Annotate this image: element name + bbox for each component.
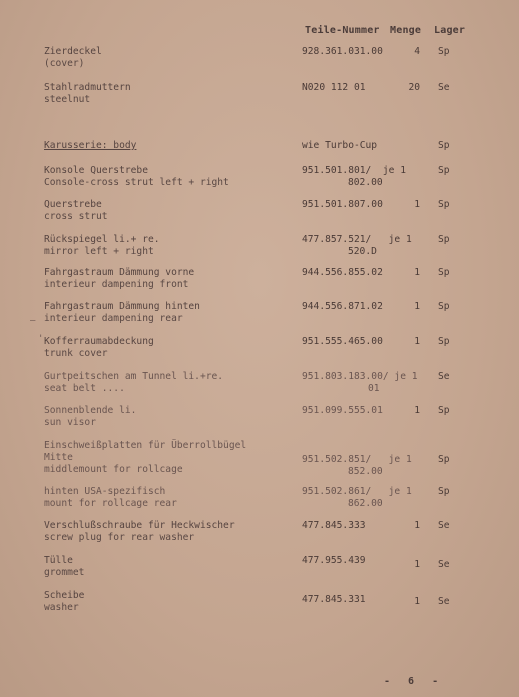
item-description: hinten USA-spezifisch xyxy=(44,486,166,497)
item-description: Zierdeckel xyxy=(44,46,102,57)
item-translation: mount for rollcage rear xyxy=(44,498,177,509)
item-stock: Sp xyxy=(438,140,450,151)
item-stock: Sp xyxy=(438,454,450,465)
item-quantity: 1 xyxy=(414,596,420,607)
item-part-number: N020 112 01 xyxy=(302,82,366,93)
item-stock: Se xyxy=(438,82,450,93)
item-quantity: 20 xyxy=(408,82,420,93)
item-quantity: 1 xyxy=(414,301,420,312)
item-quantity: 1 xyxy=(414,405,420,416)
item-part-number: 951.502.851/ je 1 xyxy=(302,454,412,465)
item-part-number: 928.361.031.00 xyxy=(302,46,383,57)
item-description: Einschweißplatten für Überrollbügel xyxy=(44,440,247,451)
item-stock: Sp xyxy=(438,199,450,210)
item-part-number-alt: 01 xyxy=(368,383,380,394)
item-description: Kofferraumabdeckung xyxy=(44,336,154,347)
item-description-extra: Mitte xyxy=(44,452,73,463)
item-stock: Sp xyxy=(438,46,450,57)
item-quantity: 1 xyxy=(414,559,420,570)
item-quantity: 4 xyxy=(414,46,420,57)
item-description: Verschlußschraube für Heckwischer xyxy=(44,520,235,531)
item-part-number: 944.556.871.02 xyxy=(302,301,383,312)
item-stock: Sp xyxy=(438,165,450,176)
item-part-number-alt: 802.00 xyxy=(348,177,383,188)
item-translation: interieur dampening rear xyxy=(44,313,183,324)
item-part-number-alt: 520.D xyxy=(348,246,377,257)
item-description: Gurtpeitschen am Tunnel li.+re. xyxy=(44,371,224,382)
item-part-number: 477.857.521/ je 1 xyxy=(302,234,412,245)
item-translation: (cover) xyxy=(44,58,85,69)
item-part-number: 951.099.555.01 xyxy=(302,405,383,416)
item-translation: mirror left + right xyxy=(44,246,154,257)
item-part-number: 951.501.801/ je 1 xyxy=(302,165,406,176)
item-stock: Se xyxy=(438,596,450,607)
item-part-number: 951.803.183.00/ je 1 xyxy=(302,371,418,382)
item-stock: Sp xyxy=(438,336,450,347)
item-translation: washer xyxy=(44,602,79,613)
item-part-number: 951.555.465.00 xyxy=(302,336,383,347)
item-description: Scheibe xyxy=(44,590,85,601)
item-stock: Se xyxy=(438,371,450,382)
item-part-number: 951.501.807.00 xyxy=(302,199,383,210)
header-part-number: Teile-Nummer xyxy=(305,25,380,36)
item-description: Querstrebe xyxy=(44,199,102,210)
item-translation: grommet xyxy=(44,567,85,578)
item-part-number: 477.845.331 xyxy=(302,594,366,605)
item-part-number: wie Turbo-Cup xyxy=(302,140,378,151)
item-description: Fahrgastraum Dämmung hinten xyxy=(44,301,200,312)
item-description: Stahlradmuttern xyxy=(44,82,131,93)
item-description: Tülle xyxy=(44,555,73,566)
item-quantity: 1 xyxy=(414,199,420,210)
item-translation: middlemount for rollcage xyxy=(44,464,183,475)
item-part-number: 477.845.333 xyxy=(302,520,366,531)
item-translation: trunk cover xyxy=(44,348,108,359)
item-translation: sun visor xyxy=(44,417,96,428)
item-translation: screw plug for rear washer xyxy=(44,532,195,543)
item-part-number: 951.502.861/ je 1 xyxy=(302,486,412,497)
item-quantity: 1 xyxy=(414,267,420,278)
item-part-number: 477.955.439 xyxy=(302,555,366,566)
item-part-number-alt: 862.00 xyxy=(348,498,383,509)
item-translation: Console-cross strut left + right xyxy=(44,177,229,188)
item-translation: interieur dampening front xyxy=(44,279,189,290)
item-description: Konsole Querstrebe xyxy=(44,165,148,176)
item-stock: Sp xyxy=(438,486,450,497)
page-number: - 6 - xyxy=(384,676,445,687)
margin-mark: – xyxy=(30,316,36,326)
item-quantity: 1 xyxy=(414,520,420,531)
item-stock: Se xyxy=(438,520,450,531)
item-stock: Se xyxy=(438,559,450,570)
item-stock: Sp xyxy=(438,234,450,245)
item-part-number-alt: 852.00 xyxy=(348,466,383,477)
item-description: Rückspiegel li.+ re. xyxy=(44,234,160,245)
item-translation: steelnut xyxy=(44,94,91,105)
item-stock: Sp xyxy=(438,405,450,416)
item-quantity: 1 xyxy=(414,336,420,347)
item-stock: Sp xyxy=(438,267,450,278)
item-translation: cross strut xyxy=(44,211,108,222)
item-stock: Sp xyxy=(438,301,450,312)
header-quantity: Menge xyxy=(390,25,422,36)
header-stock: Lager xyxy=(434,25,466,36)
section-heading: Karusserie: body xyxy=(44,140,137,151)
item-part-number: 944.556.855.02 xyxy=(302,267,383,278)
item-description: Fahrgastraum Dämmung vorne xyxy=(44,267,195,278)
item-translation: seat belt .... xyxy=(44,383,125,394)
item-description: Sonnenblende li. xyxy=(44,405,137,416)
margin-mark: ' xyxy=(38,334,44,344)
